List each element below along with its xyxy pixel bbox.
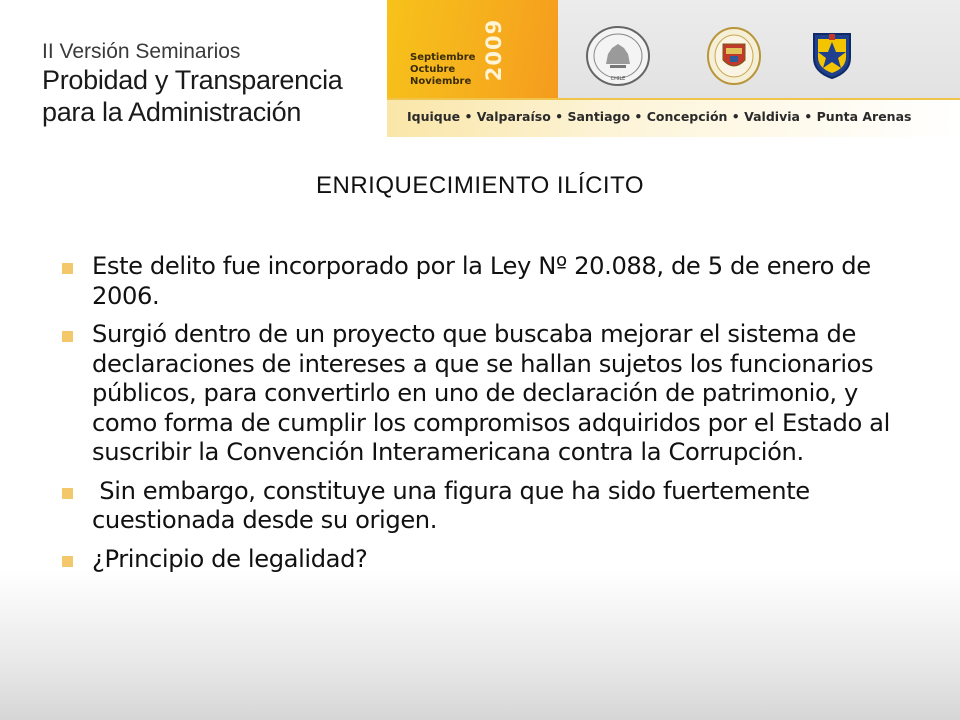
- cities-bar: [387, 98, 960, 137]
- contraloria-seal-icon: [584, 24, 652, 88]
- seal-label: CHILE: [610, 76, 626, 82]
- bullet-text: Este delito fue incorporado por la Ley Nº 20.088, de 5 de enero de 2006.: [92, 252, 871, 310]
- banner-year: [482, 20, 506, 80]
- cities-list: Iquique • Valparaíso • Santiago • Concepción • Valdivia • Punta Arenas: [407, 109, 912, 124]
- bullet-text: Sin embargo, constituye una figura que ha sido fuertemente cuestionada desde su origen.: [92, 476, 818, 534]
- bullet-text: Surgió dentro de un proyecto que buscaba mejorar el sistema de declaraciones de intereses a que se hallan sujetos los funcionarios públicos, para convertirlo en uno de declaración de patrimonio, y como forma de cumplir los compromisos adquiridos por el Estado al suscribir la Convención Interamericana contra la Corrupción.: [92, 320, 890, 466]
- list-item: [62, 320, 922, 468]
- list-item: [62, 477, 922, 536]
- logo-strip: [558, 0, 960, 98]
- bullet-list: [62, 252, 922, 583]
- square-bullet-icon: [62, 263, 73, 274]
- square-bullet-icon: [62, 488, 73, 499]
- seminar-name-line2: para la Administración: [42, 97, 302, 127]
- square-bullet-icon: [62, 331, 73, 342]
- slide-title: ENRIQUECIMIENTO ILÍCITO: [316, 172, 644, 199]
- list-item: [62, 252, 922, 311]
- shield-crest-icon: [810, 30, 854, 80]
- university-crest-icon: [706, 26, 762, 86]
- list-item: [62, 545, 922, 575]
- bullet-text: ¿Principio de legalidad?: [92, 544, 368, 573]
- background-gradient: [0, 570, 960, 720]
- seminar-edition: II Versión Seminarios: [42, 40, 241, 63]
- year-text: 2009: [482, 18, 507, 82]
- month-november: Noviembre: [410, 76, 472, 87]
- square-bullet-icon: [62, 556, 73, 567]
- month-list: [410, 52, 475, 88]
- month-september: Septiembre: [410, 52, 476, 63]
- month-october: Octubre: [410, 64, 456, 75]
- seminar-title: [42, 40, 382, 128]
- seminar-name-line1: Probidad y Transparencia: [42, 65, 343, 95]
